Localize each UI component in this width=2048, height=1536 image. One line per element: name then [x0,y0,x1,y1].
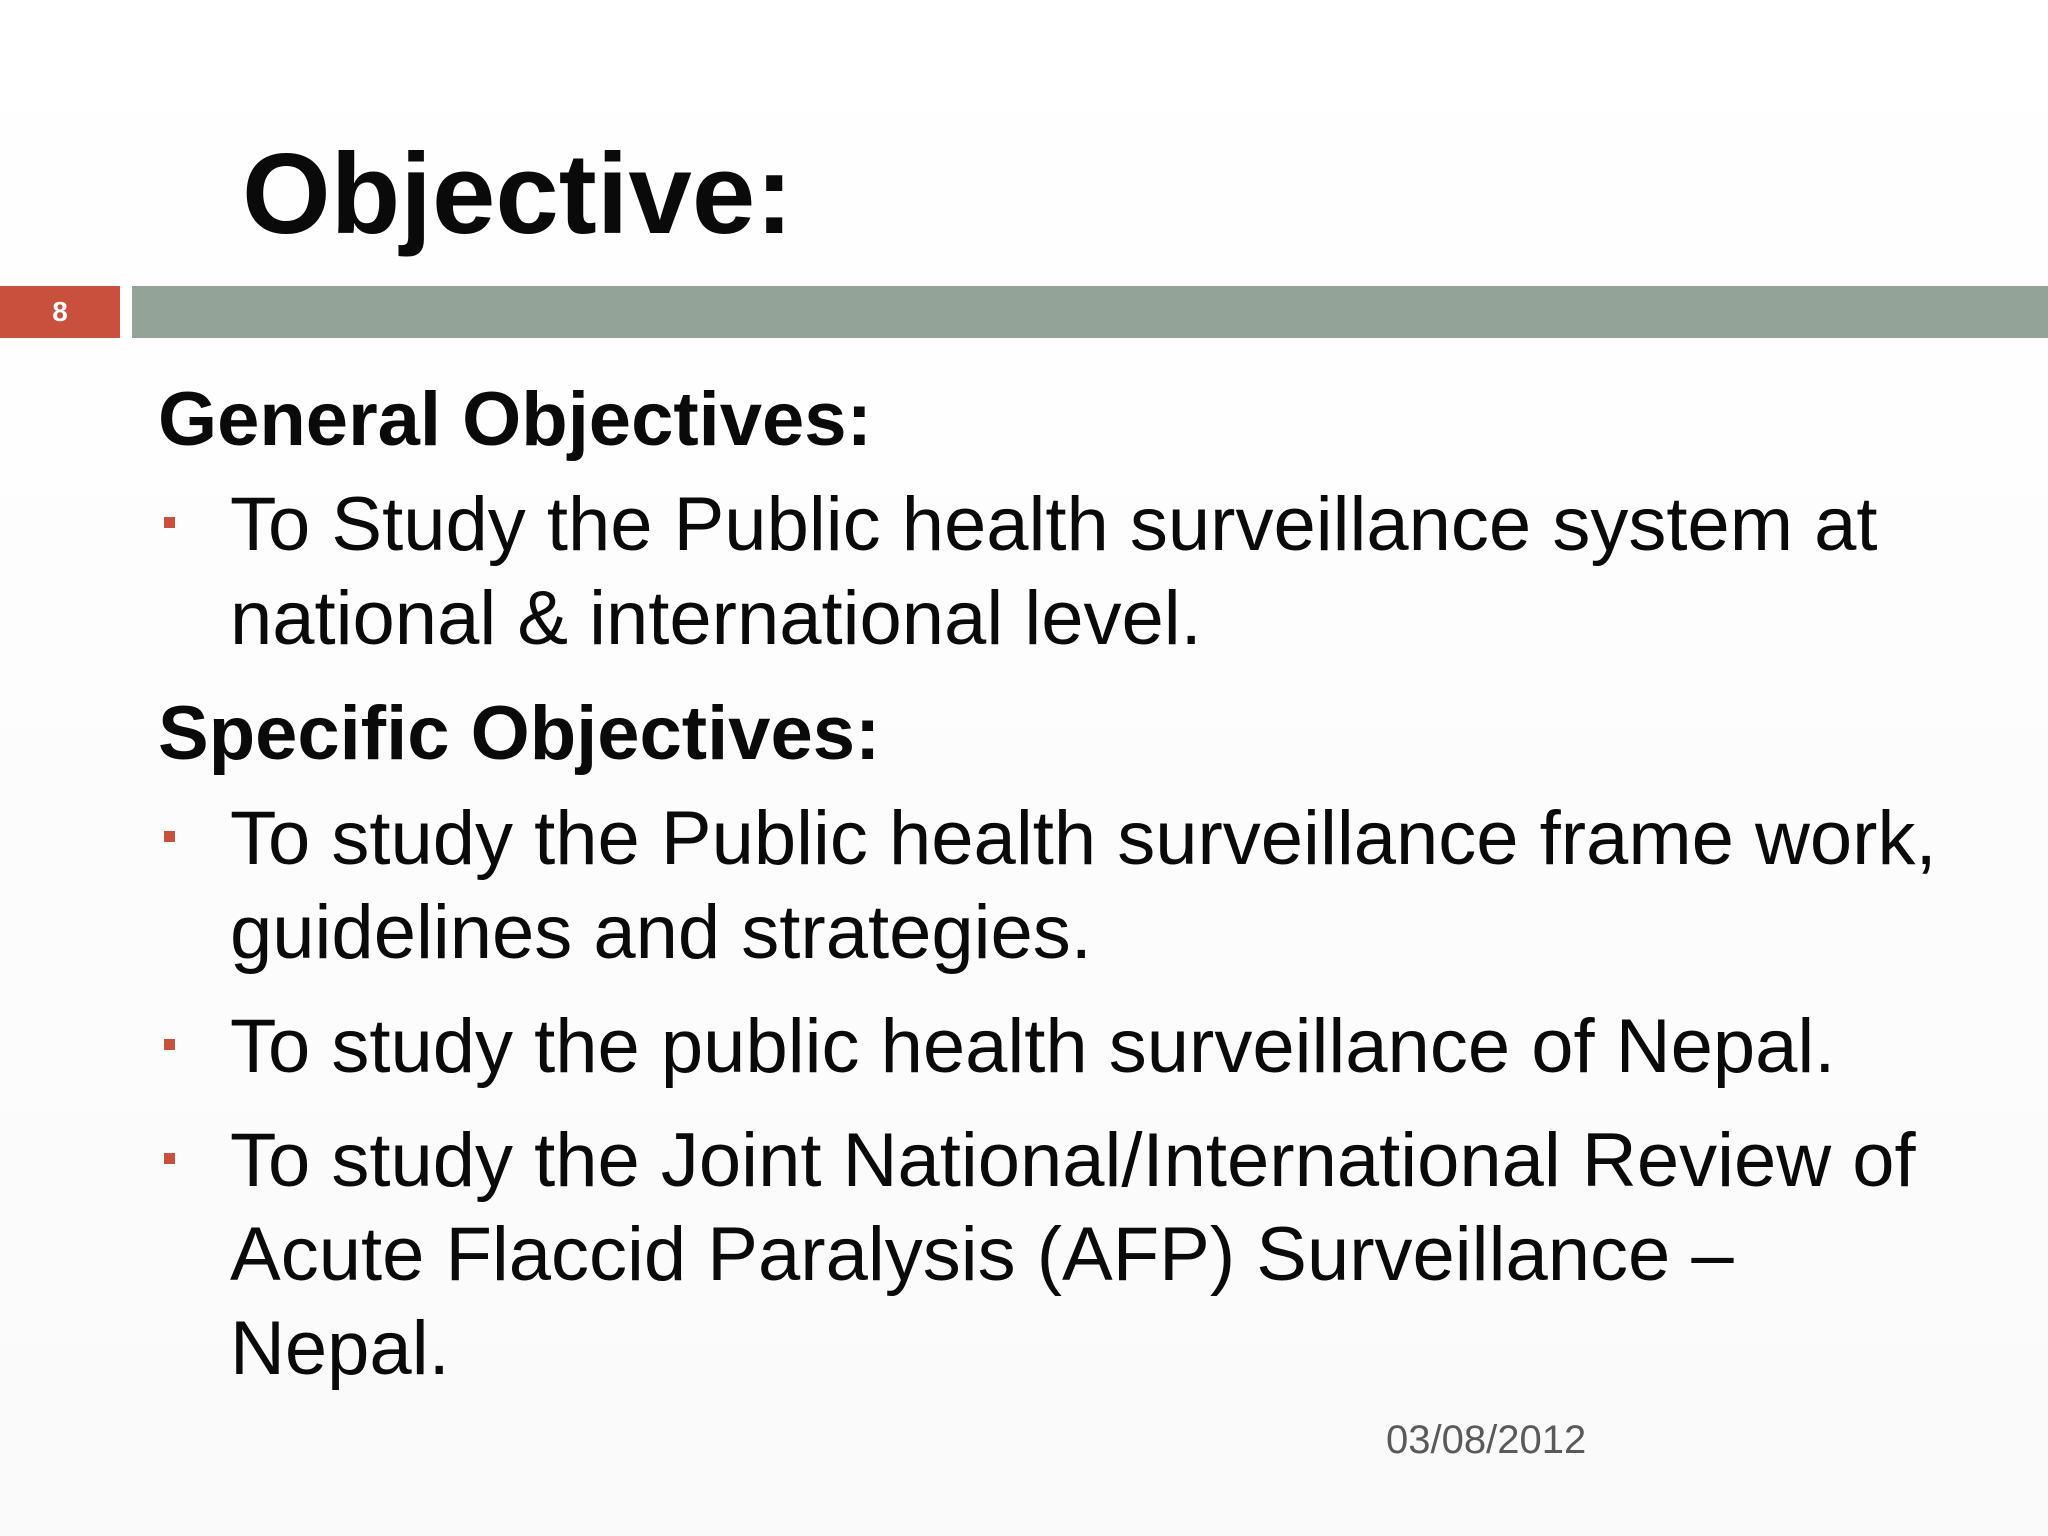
square-bullet-icon [164,1039,175,1050]
list-item-text: To study the Joint National/International Review of Acute Flaccid Paralysis (AFP) Surveillance – Nepal. [230,1118,1916,1391]
slide-number-badge [0,286,120,338]
specific-objectives-list [158,792,1958,1396]
list-item [158,792,1958,980]
slide-number: 8 [52,296,68,327]
list-item [158,1114,1958,1396]
list-item [158,478,1958,666]
slide-date: 03/08/2012 [1386,1418,1587,1462]
list-item-text: To study the public health surveillance of Nepal. [230,1004,1836,1089]
slide-content [158,372,1958,1416]
square-bullet-icon [164,831,175,842]
general-objectives-list [158,478,1958,666]
list-item-text: To study the Public health surveillance frame work, guidelines and strategies. [230,796,1937,975]
list-item [158,1000,1958,1094]
square-bullet-icon [164,517,175,528]
specific-objectives-heading: Specific Objectives: [158,691,881,776]
list-item-text: To Study the Public health surveillance system at national & international level. [230,482,1878,661]
general-objectives-heading: General Objectives: [158,377,872,462]
square-bullet-icon [164,1153,175,1164]
header-divider-bar [132,286,2048,338]
slide-title: Objective: [242,131,794,258]
